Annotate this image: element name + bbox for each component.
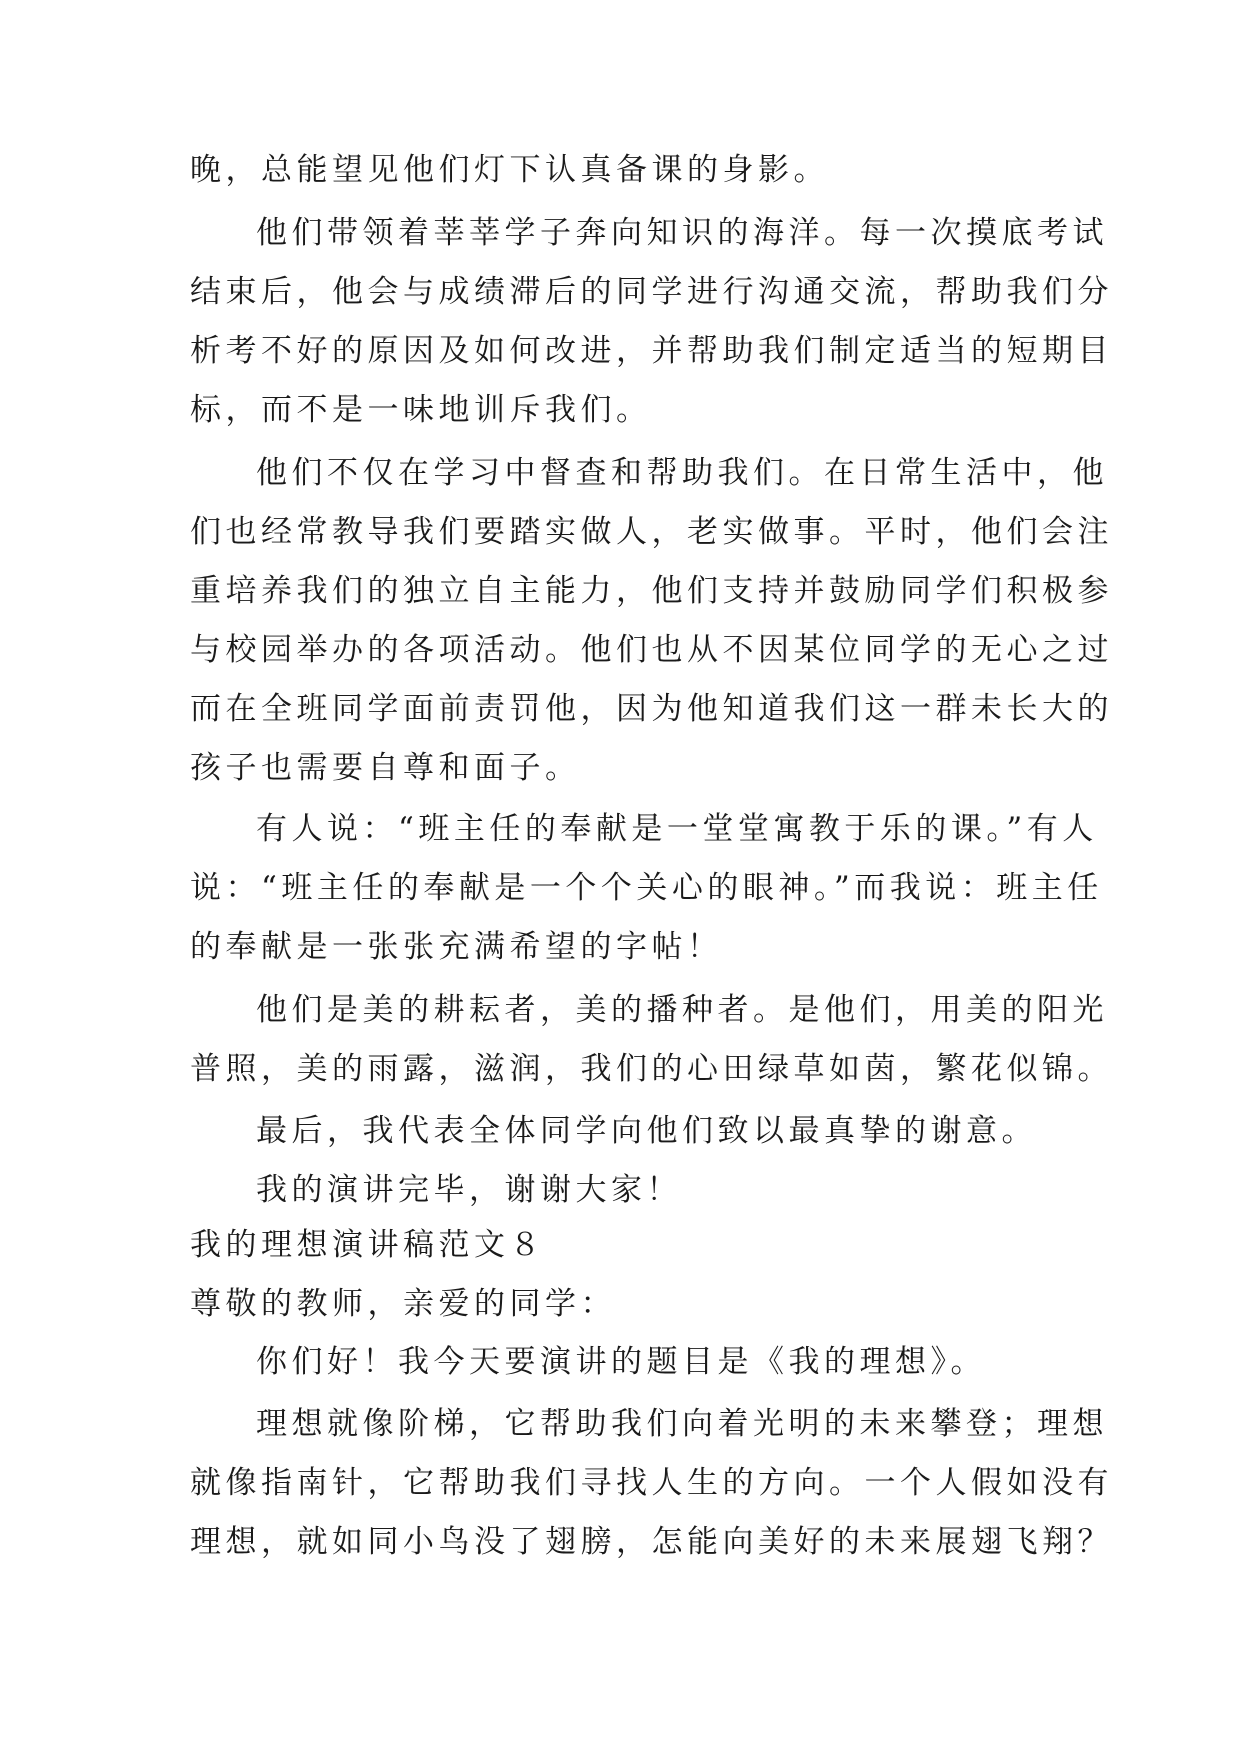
text-line: 普照，美的雨露，滋润，我们的心田绿草如茵，繁花似锦。: [190, 1051, 1113, 1087]
text-line: 结束后，他会与成绩滞后的同学进行沟通交流，帮助我们分: [190, 274, 1113, 310]
text-line: 孩子也需要自尊和面子。: [190, 750, 581, 786]
text-line: 理想，就如同小鸟没了翅膀，怎能向美好的未来展翅飞翔？: [190, 1524, 1113, 1560]
text-line: 们也经常教导我们要踏实做人，老实做事。平时，他们会注: [190, 514, 1113, 550]
text-line: 晚，总能望见他们灯下认真备课的身影。: [190, 152, 829, 188]
paragraph-start-line: 他们带领着莘莘学子奔向知识的海洋。每一次摸底考试: [256, 215, 1108, 251]
section-heading: 我的理想演讲稿范文８: [190, 1227, 545, 1263]
salutation-line: 尊敬的教师，亲爱的同学：: [190, 1286, 616, 1322]
text-line: 而在全班同学面前责罚他，因为他知道我们这一群未长大的: [190, 691, 1113, 727]
text-line: 标，而不是一味地训斥我们。: [190, 392, 652, 428]
text-line: 重培养我们的独立自主能力，他们支持并鼓励同学们积极参: [190, 573, 1113, 609]
paragraph-start-line: 我的演讲完毕，谢谢大家！: [256, 1172, 682, 1208]
paragraph-start-line: 有人说：“班主任的奉献是一堂堂寓教于乐的课。”有人: [256, 811, 1098, 847]
paragraph-start-line: 他们是美的耕耘者，美的播种者。是他们，用美的阳光: [256, 992, 1108, 1028]
paragraph-start-line: 理想就像阶梯，它帮助我们向着光明的未来攀登；理想: [256, 1406, 1108, 1442]
text-line: 与校园举办的各项活动。他们也从不因某位同学的无心之过: [190, 632, 1113, 668]
text-line: 就像指南针，它帮助我们寻找人生的方向。一个人假如没有: [190, 1465, 1113, 1501]
text-line: 析考不好的原因及如何改进，并帮助我们制定适当的短期目: [190, 333, 1113, 369]
paragraph-start-line: 他们不仅在学习中督查和帮助我们。在日常生活中，他: [256, 455, 1108, 491]
paragraph-start-line: 最后，我代表全体同学向他们致以最真挚的谢意。: [256, 1113, 1037, 1149]
text-line: 的奉献是一张张充满希望的字帖！: [190, 929, 723, 965]
text-line: 说：“班主任的奉献是一个个关心的眼神。”而我说：班主任: [190, 870, 1103, 906]
paragraph-start-line: 你们好！我今天要演讲的题目是《我的理想》。: [256, 1344, 986, 1380]
